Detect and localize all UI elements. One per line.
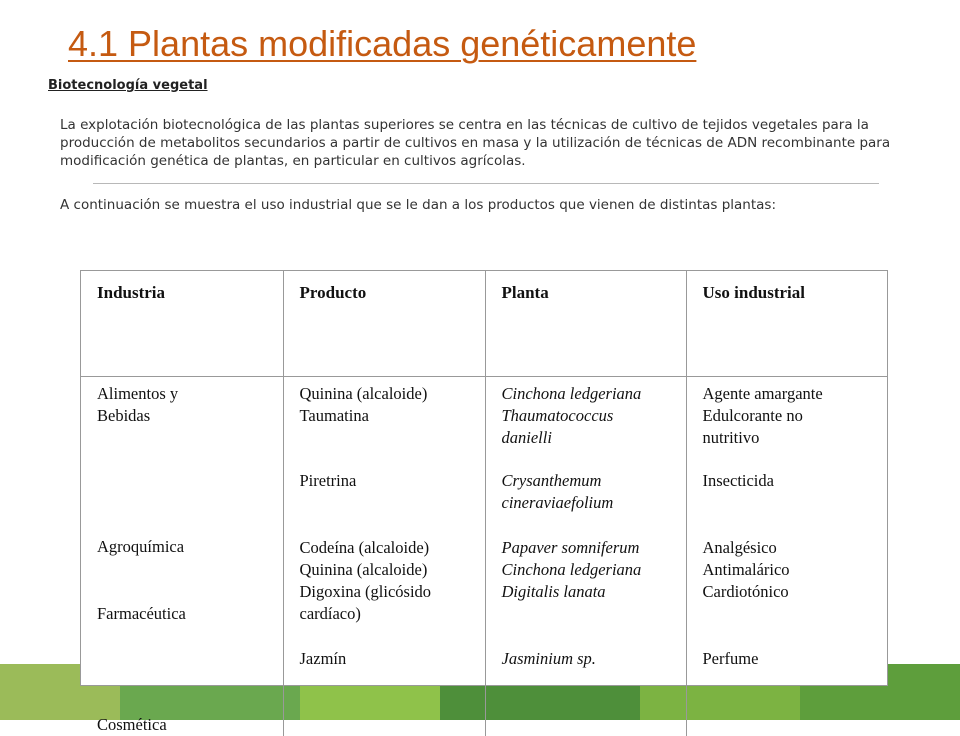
section-subtitle: Biotecnología vegetal [48, 78, 208, 93]
planta-cell: Papaver somniferum [501, 537, 640, 557]
planta-column [485, 376, 686, 736]
industria-column [81, 376, 283, 736]
producto-cell: Quinina (alcaloide) [299, 559, 428, 579]
uso-cell: Perfume [702, 648, 759, 668]
planta-cell: Digitalis lanata [501, 581, 606, 601]
producto-cell: Jazmín [299, 648, 347, 668]
uso-cell: Analgésico [702, 537, 777, 557]
uso-cell: Agente amargante [702, 383, 823, 403]
industria-cell: Farmacéutica [97, 603, 186, 623]
producto-cell: Quinina (alcaloide) [299, 383, 428, 403]
industria-cell: Alimentos y Bebidas [97, 383, 179, 425]
uso-cell: Antimalárico [702, 559, 790, 579]
planta-cell: Thaumatococcus danielli [501, 405, 614, 447]
industria-cell: Agroquímica [97, 536, 185, 556]
producto-column [283, 376, 485, 736]
industrial-use-table [80, 270, 888, 734]
producto-cell: Taumatina [299, 405, 369, 425]
uso-cell: Insecticida [702, 470, 774, 490]
producto-cell: Codeína (alcaloide) [299, 537, 430, 557]
producto-cell: Digoxina (glicósido cardíaco) [299, 581, 432, 623]
uso-cell: Cardiotónico [702, 581, 789, 601]
planta-cell: Crysanthemum cineraviaefolium [501, 470, 614, 512]
divider-line [93, 183, 879, 184]
producto-cell: Piretrina [299, 470, 357, 490]
header-producto: Producto [283, 271, 485, 376]
uso-column [686, 376, 887, 736]
header-planta: Planta [485, 271, 686, 376]
table-intro-text: A continuación se muestra el uso industrial que se le dan a los productos que vienen de distintas plantas: [60, 197, 777, 213]
table-header-row [81, 271, 887, 376]
industria-cell: Cosmética [97, 714, 167, 734]
header-industria: Industria [81, 271, 283, 376]
intro-paragraph: La explotación biotecnológica de las plantas superiores se centra en las técnicas de cultivo de tejidos vegetales para la producción de metabolitos secundarios a partir de cultivos en masa y la utilización de técnicas de ADN recombinante para modificación genética de plantas, en particular en cultivos agrícolas. [60, 117, 891, 169]
page-title[interactable]: 4.1 Plantas modificadas genéticamente [68, 23, 697, 64]
table-row [81, 376, 887, 736]
planta-cell: Jasminium sp. [501, 648, 596, 668]
planta-cell: Cinchona ledgeriana [501, 383, 642, 403]
header-uso-industrial: Uso industrial [686, 271, 887, 376]
uso-cell: Edulcorante no nutritivo [702, 405, 803, 447]
planta-cell: Cinchona ledgeriana [501, 559, 642, 579]
